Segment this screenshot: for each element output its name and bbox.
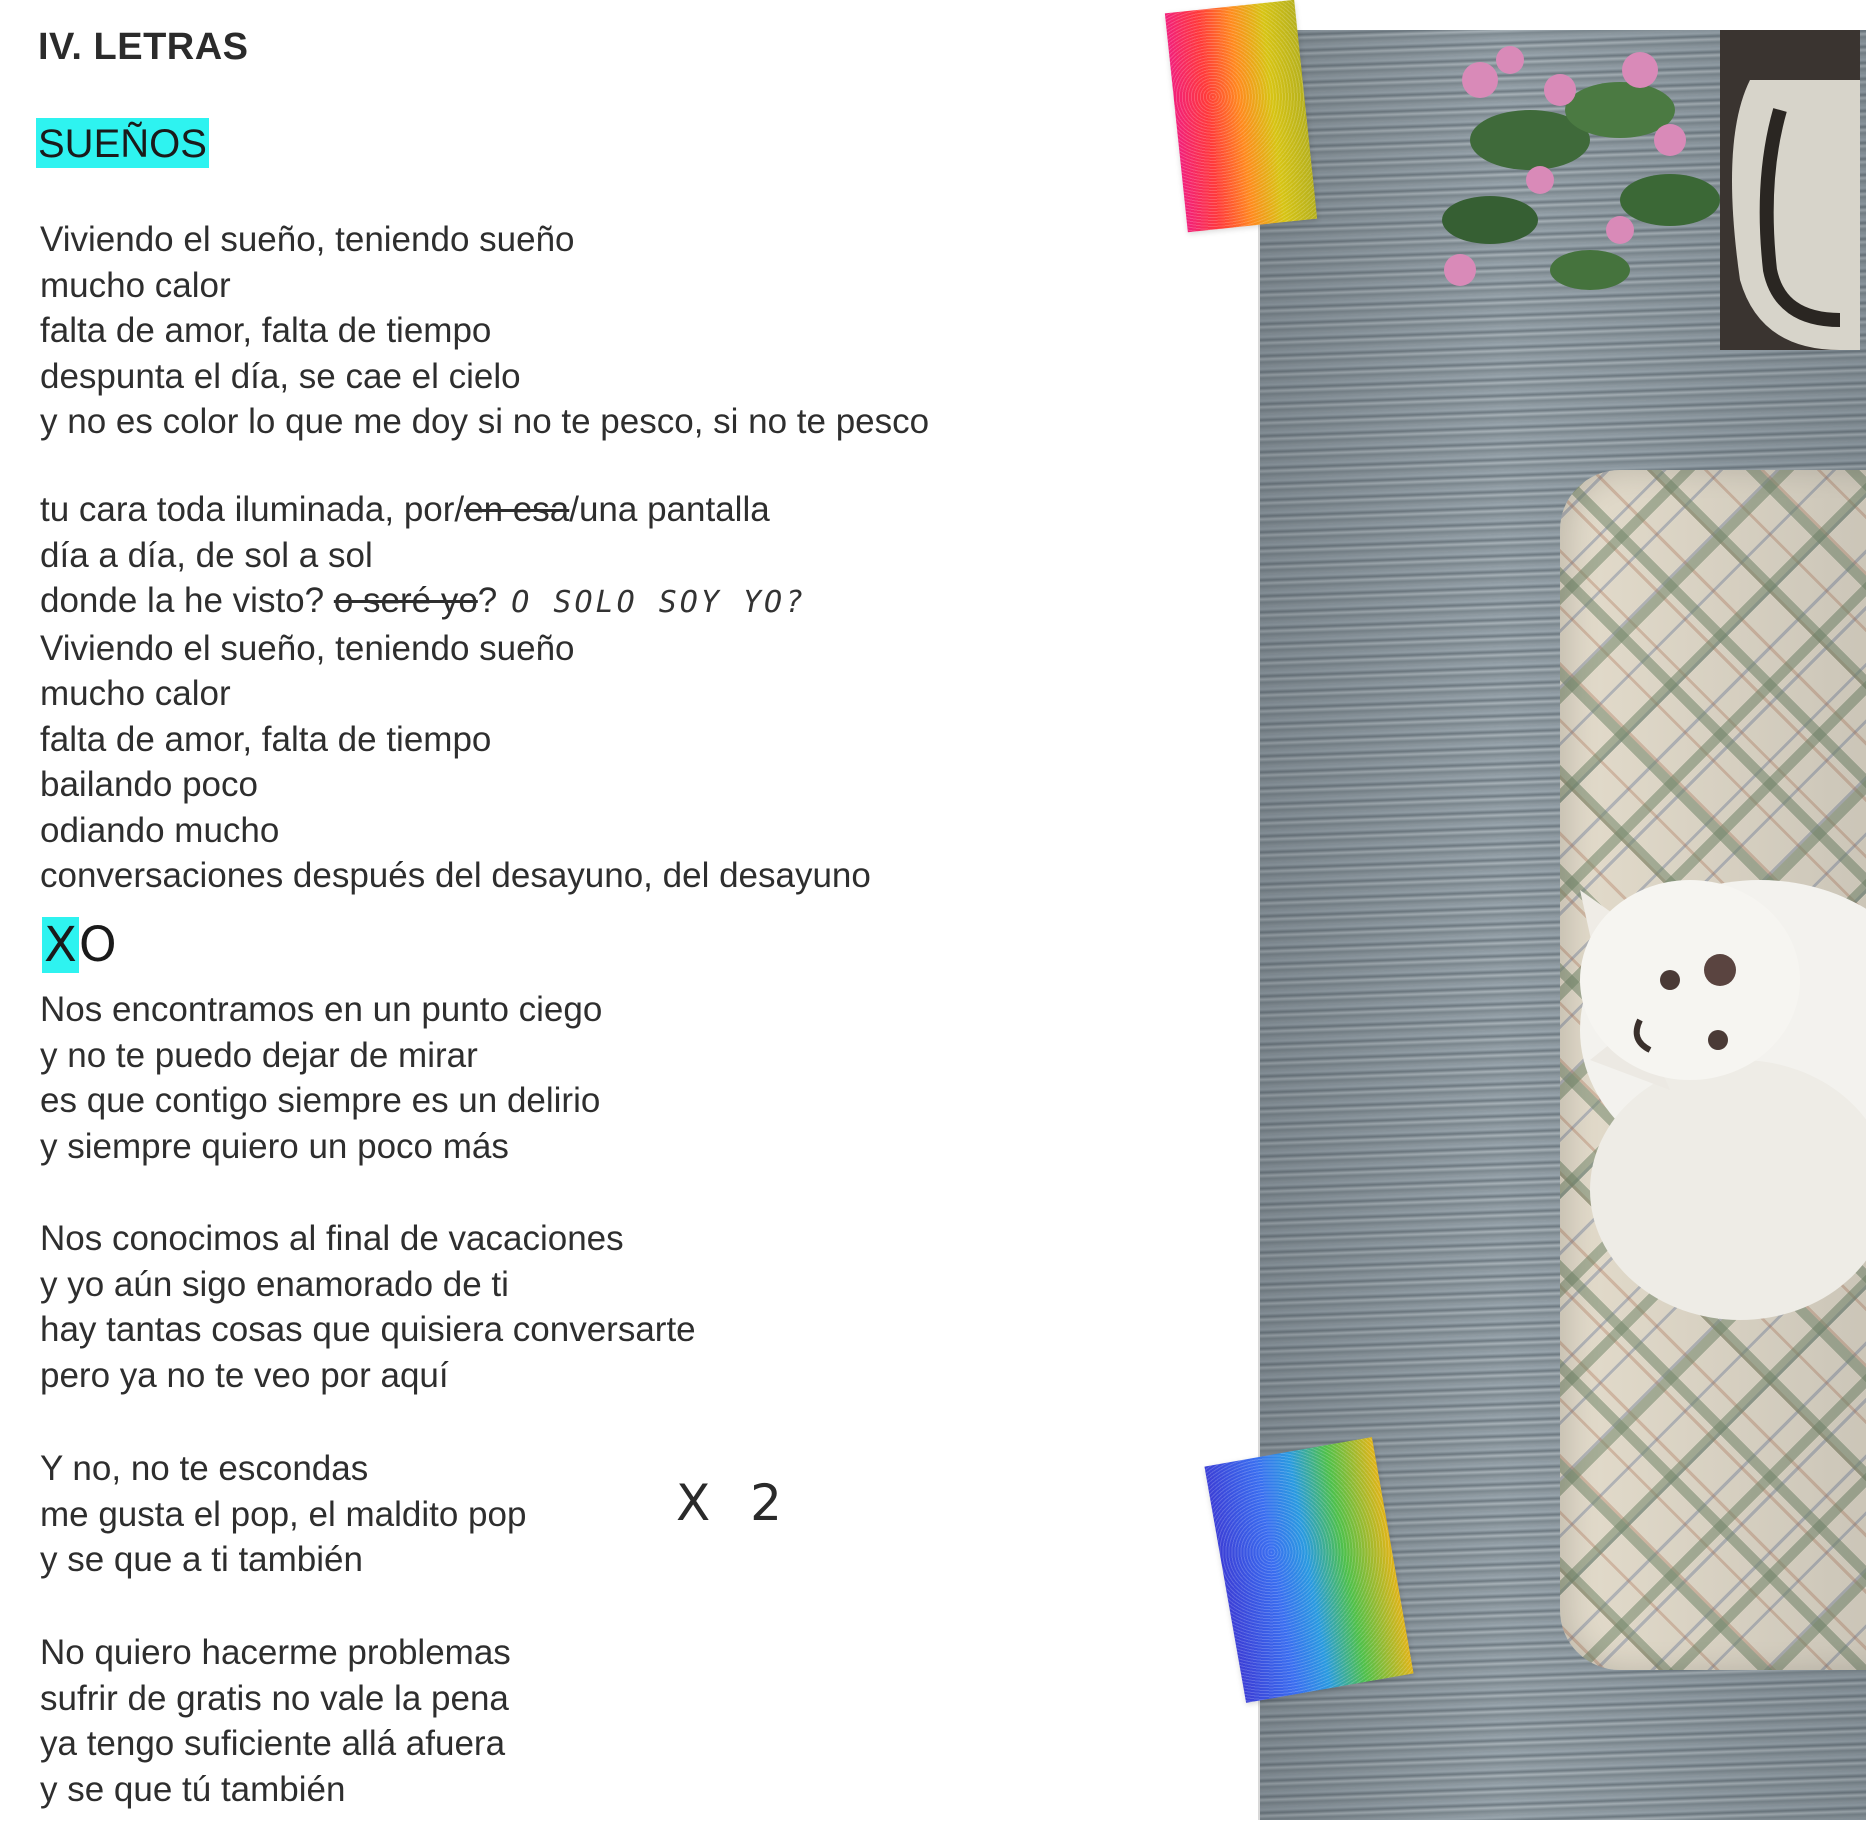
lyric-text: donde la he visto? xyxy=(40,581,334,620)
song1-stanza2 xyxy=(40,487,871,899)
lyric-line: despunta el día, se cae el cielo xyxy=(40,356,521,396)
rainbow-tape-icon xyxy=(1165,0,1317,232)
lyric-line: y yo aún sigo enamorado de ti xyxy=(40,1264,509,1304)
lyric-text: ? xyxy=(477,581,498,620)
struck-text: en esa xyxy=(464,490,570,529)
repeat-mark: X 2 xyxy=(676,1474,794,1532)
lyric-line: me gusta el pop, el maldito pop xyxy=(40,1494,527,1534)
lyric-line: Viviendo el sueño, teniendo sueño xyxy=(40,220,575,259)
lyric-line: y siempre quiero un poco más xyxy=(40,1126,509,1166)
lyric-line: y se que tú también xyxy=(40,1769,346,1809)
song1-stanza1 xyxy=(40,217,929,445)
title-highlight: X xyxy=(44,917,77,973)
dog-figure xyxy=(1520,830,1866,1350)
lyric-line: y no te puedo dejar de mirar xyxy=(40,1035,478,1075)
song2-stanza4 xyxy=(40,1630,511,1812)
song2-stanza2 xyxy=(40,1216,696,1398)
lyric-line: sufrir de gratis no vale la pena xyxy=(40,1678,509,1718)
lyric-line: conversaciones después del desayuno, del desayuno xyxy=(40,856,871,895)
lyric-line: Nos encontramos en un punto ciego xyxy=(40,990,603,1029)
song2-stanza3 xyxy=(40,1446,526,1583)
lyric-line: Viviendo el sueño, teniendo sueño xyxy=(40,628,575,668)
struck-text: o seré yo xyxy=(333,581,478,620)
lyric-line: bailando poco xyxy=(40,765,258,804)
lyric-line: es que contigo siempre es un delirio xyxy=(40,1081,601,1120)
handwritten-note: O SOLO SOY YO? xyxy=(511,585,807,620)
lyric-text: tu cara toda iluminada, por/ xyxy=(40,490,465,529)
lyric-line: falta de amor, falta de tiempo xyxy=(40,311,492,350)
song-title-xo xyxy=(42,918,117,972)
section-heading: IV. LETRAS xyxy=(38,26,249,68)
lyric-line: pero ya no te veo por aquí xyxy=(40,1355,449,1395)
title-rest: O xyxy=(78,917,117,973)
lyric-line: No quiero hacerme problemas xyxy=(40,1633,511,1672)
lyric-line xyxy=(40,578,871,626)
lyric-line: Y no, no te escondas xyxy=(40,1449,369,1488)
lyric-line: día a día, de sol a sol xyxy=(40,535,373,575)
song2-stanza1 xyxy=(40,987,602,1169)
lyric-line: Nos conocimos al final de vacaciones xyxy=(40,1219,624,1258)
lyric-text: /una pantalla xyxy=(569,490,770,529)
plant-photo xyxy=(1420,30,1860,350)
lyric-line: ya tengo suficiente allá afuera xyxy=(40,1724,506,1763)
lyric-line: y se que a ti también xyxy=(40,1540,363,1579)
lyric-line: mucho calor xyxy=(40,265,231,305)
lyric-line xyxy=(40,487,871,533)
lyric-line: mucho calor xyxy=(40,674,231,713)
lyric-line: y no es color lo que me doy si no te pesco, si no te pesco xyxy=(40,402,930,441)
lyric-line: odiando mucho xyxy=(40,810,280,850)
lyric-line: falta de amor, falta de tiempo xyxy=(40,719,492,759)
song-title-suenos: SUEÑOS xyxy=(36,118,209,168)
lyric-line: hay tantas cosas que quisiera conversarte xyxy=(40,1310,696,1349)
